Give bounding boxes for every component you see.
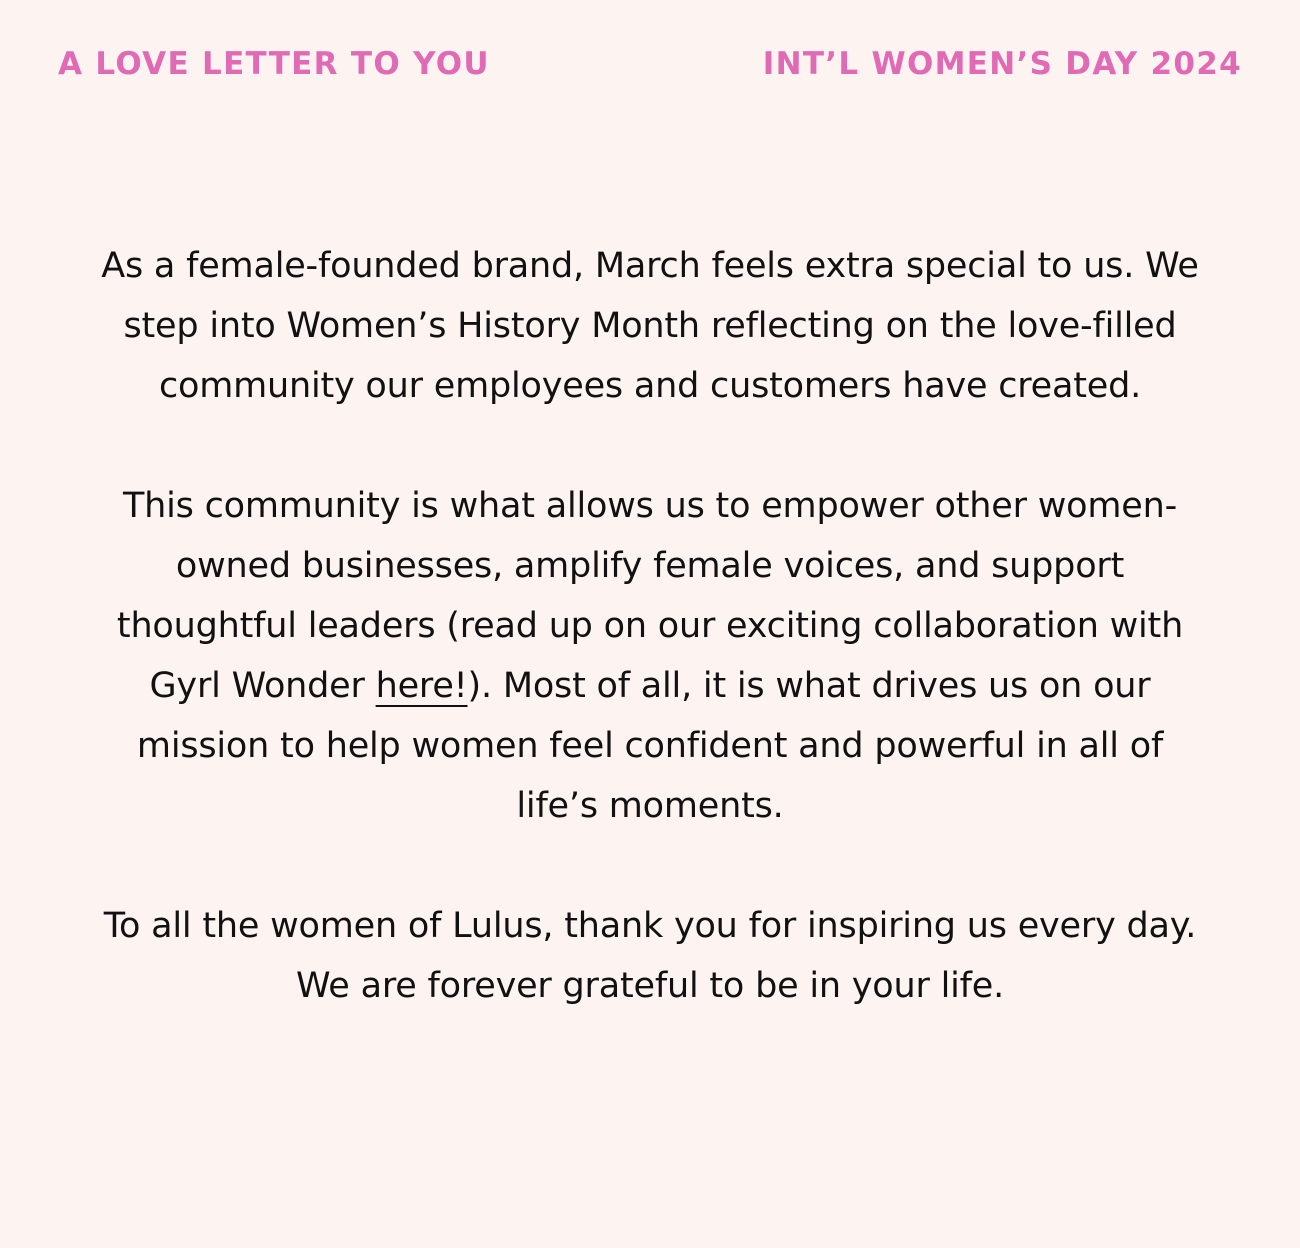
letter-paragraph-community [100, 476, 1200, 836]
letter-paragraph-intro: As a female-founded brand, March feels extra special to us. We step into Women’s History Month reflecting on the love-filled community our employees and customers have created. [101, 246, 1199, 406]
gyrl-wonder-here-link[interactable]: here! [375, 666, 468, 706]
love-letter-body [100, 236, 1200, 1016]
header [58, 42, 1242, 86]
paragraph-spacer [100, 416, 1200, 476]
love-letter-title: A LOVE LETTER TO YOU [58, 46, 490, 82]
womens-day-title: INT’L WOMEN’S DAY 2024 [762, 46, 1242, 82]
community-text-start: This community is what allows us to empower other women-owned businesses, amplify female voices, and support thoughtful leaders (read up on our exciting collaboration with Gyrl Wonder [116, 486, 1184, 706]
letter-paragraph-thanks: To all the women of Lulus, thank you for inspiring us every day. We are forever grateful to be in your life. [103, 906, 1197, 1006]
community-text-end: ). Most of all, it is what drives us on our mission to help women feel confident and powerful in all of life’s moments. [136, 666, 1164, 826]
paragraph-spacer [100, 836, 1200, 896]
